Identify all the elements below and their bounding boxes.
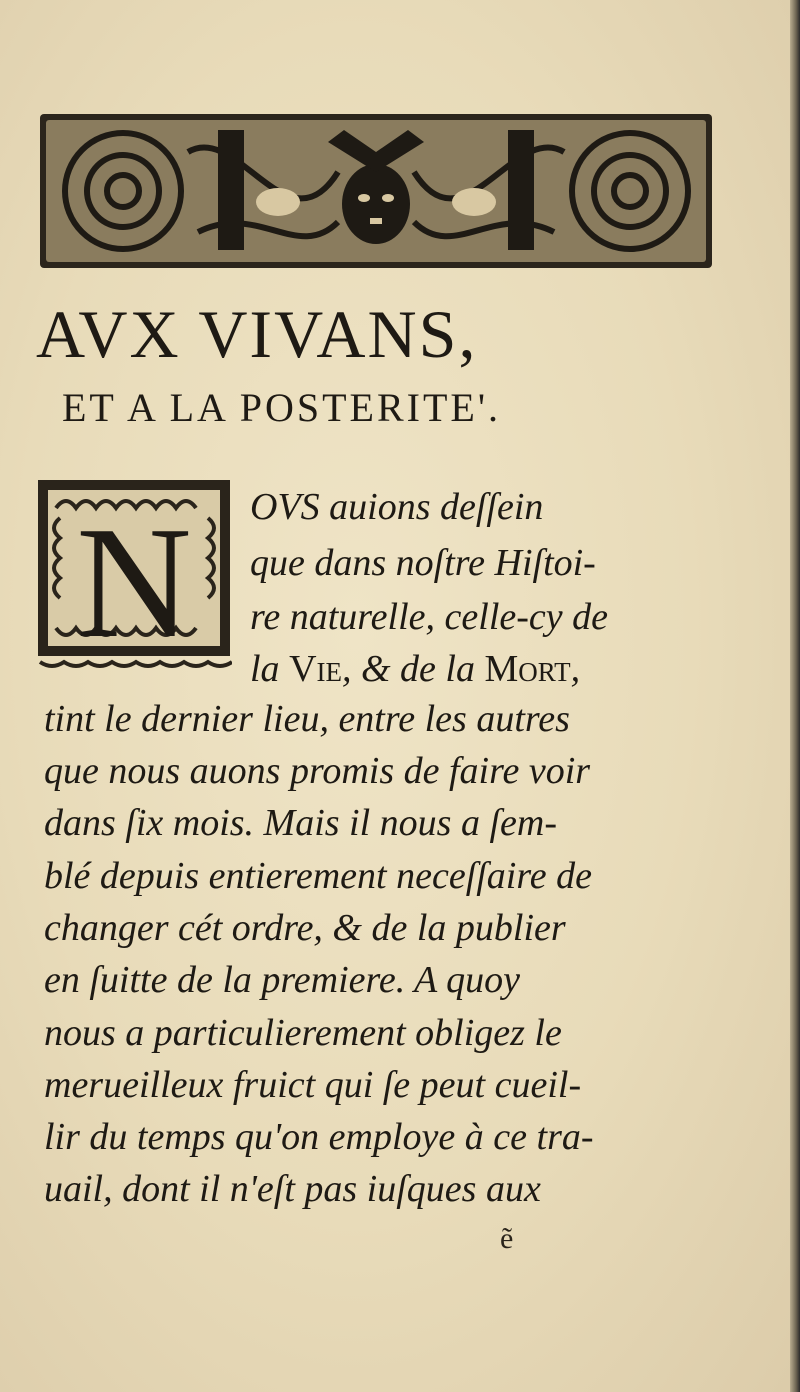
- text-line-1: OVS auions deſſein: [250, 486, 544, 528]
- text-line-4-part-5: ,: [570, 648, 581, 690]
- decorated-initial-n: [36, 478, 232, 672]
- text-line-11: nous a particulierement obligez le: [44, 1012, 562, 1054]
- page-title: AVX VIVANS,: [36, 296, 478, 372]
- page-subtitle: ET A LA POSTERITE'.: [62, 385, 502, 430]
- text-line-8: blé depuis entierement neceſſaire de: [44, 855, 592, 897]
- text-line-4-part-1: la: [250, 648, 290, 690]
- text-line-3: re naturelle, celle-cy de: [250, 596, 608, 638]
- word-vie: Vie: [289, 648, 342, 690]
- text-line-13: lir du temps qu'on employe à ce tra-: [44, 1116, 594, 1158]
- catchword: ẽ: [500, 1222, 514, 1255]
- text-line-6: que nous auons promis de faire voir: [44, 750, 591, 792]
- text-line-5: tint le dernier lieu, entre les autres: [44, 698, 570, 740]
- text-line-4: [250, 646, 640, 692]
- text-line-12: merueilleux fruict qui ſe peut cueil-: [44, 1064, 582, 1106]
- dropcap-letter: N: [76, 493, 192, 671]
- text-line-7: dans ſix mois. Mais il nous a ſem-: [44, 802, 557, 844]
- word-mort: Mort: [484, 648, 571, 690]
- text-line-14: uail, dont il n'eſt pas iuſques aux: [44, 1168, 541, 1210]
- page-edge: [790, 0, 800, 1392]
- text-line-2: que dans noſtre Hiſtoi-: [250, 542, 596, 584]
- ornamental-headpiece: [38, 112, 714, 270]
- text-line-4-part-3: , & de la: [342, 648, 485, 690]
- text-line-9: changer cét ordre, & de la publier: [44, 907, 566, 949]
- text-line-10: en ſuitte de la premiere. A quoy: [44, 959, 520, 1001]
